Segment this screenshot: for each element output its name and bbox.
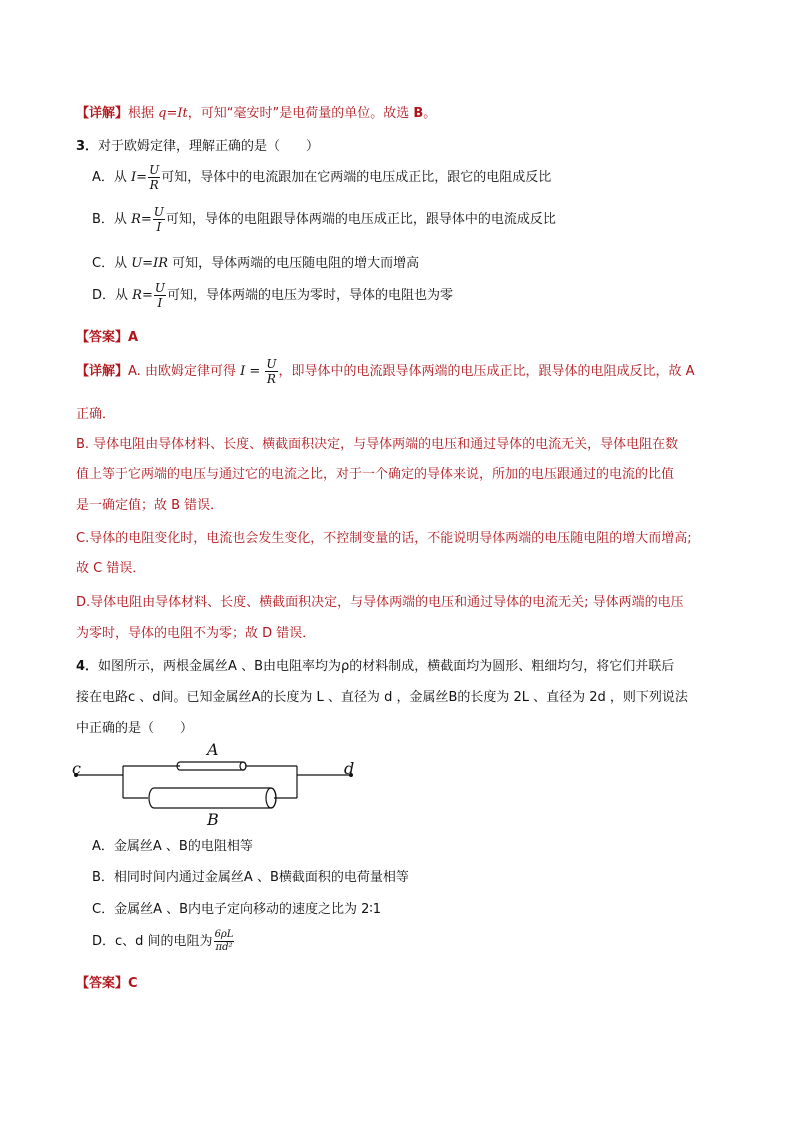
q3-stem: 3．对于欧姆定律，理解正确的是（ ）: [76, 139, 320, 154]
detail-tag: 【详解】: [76, 106, 129, 121]
q4-stem-line1: 4．如图所示，两根金属丝A 、B由电阻率均为ρ的材料制成，横截面均为圆形、粗细均匀，将它们并联后: [76, 659, 675, 674]
q3-detail-a2: 正确．: [76, 407, 116, 422]
q4-option-b: B．相同时间内通过金属丝A 、B横截面积的电荷量相等: [92, 870, 409, 885]
q3-detail-b2: 值上等于它两端的电压与通过它的电流之比，对于一个确定的导体来说，所加的电压跟通过的电流的比值: [76, 467, 675, 482]
fraction: $\frac{U}{I}$: [154, 281, 165, 310]
q4-number: 4．: [76, 659, 99, 674]
q4-option-c: C．金属丝A 、B内电子定向移动的速度之比为 2∶1: [92, 902, 382, 917]
q4-stem-line3: 中正确的是（ ）: [76, 721, 194, 736]
q3-number: 3．: [76, 139, 99, 154]
q4-option-d: D．c、d 间的电阻为 $\frac{6\rho L}{\text{πd²}}$: [92, 929, 234, 953]
q3-detail-c1: C.导体的电阻变化时，电流也会发生变化，不控制变量的话，不能说明导体两端的电压随电阻的增大而增高;: [76, 531, 692, 546]
q4-stem-line2: 接在电路c 、d间。已知金属丝A的长度为 L 、直径为 d ，金属丝B的长度为 2L 、直径为 2d ，则下列说法: [76, 690, 688, 705]
label-b: B: [207, 810, 219, 828]
wire-a-shape: [177, 762, 246, 770]
fraction: $\frac{U}{I}$: [153, 205, 164, 234]
q4-option-a: A．金属丝A 、B的电阻相等: [92, 839, 253, 854]
label-c: c: [72, 759, 81, 778]
q3-option-d: D．从 R= $\frac{U}{I}$ 可知，导体两端的电压为零时，导体的电阻也为零: [92, 281, 453, 310]
q3-option-a: A．从 I= $\frac{U}{R}$ 可知，导体中的电流跟加在它两端的电压成正比，跟它的电阻成反比: [92, 163, 552, 192]
q3-option-b: B．从 R= $\frac{U}{I}$ 可知，导体的电阻跟导体两端的电压成正比，跟导体中的电流成反比: [92, 205, 556, 234]
q4-answer: 【答案】C: [76, 976, 138, 991]
q3-detail-d2: 为零时，导体的电阻不为零；故 D 错误．: [76, 626, 316, 641]
wire-b-shape: [149, 788, 276, 808]
prev-detail-line: 【详解】根据 q=It，可知“毫安时”是电荷量的单位。故选 B。: [76, 106, 437, 121]
fraction: $\frac{6\rho L}{\text{πd²}}$: [214, 929, 234, 953]
q3-detail-c2: 故 C 错误．: [76, 561, 146, 576]
fraction: $\frac{U}{R}$: [149, 163, 160, 192]
q3-detail-b1: B. 导体电阻由导体材料、长度、横截面积决定，与导体两端的电压和通过导体的电流无关，导体电阻在数: [76, 437, 679, 452]
circuit-figure: [66, 736, 366, 828]
q3-detail-b3: 是一确定值；故 B 错误．: [76, 498, 224, 513]
label-a: A: [207, 740, 219, 759]
q3-option-c: C．从 U=IR 可知，导体两端的电压随电阻的增大而增高: [92, 256, 420, 271]
q3-answer: 【答案】A: [76, 330, 139, 345]
fraction: $\frac{U}{R}$: [266, 357, 277, 386]
label-d: d: [344, 759, 355, 778]
q3-detail-d1: D.导体电阻由导体材料、长度、横截面积决定，与导体两端的电压和通过导体的电流无关; 导体两端的电压: [76, 595, 684, 610]
q3-detail-a: 【详解】A. 由欧姆定律可得 I = $\frac{U}{R}$ ，即导体中的电流跟导体两端的电压成正比，跟导体的电阻成反比，故 A: [76, 357, 695, 386]
